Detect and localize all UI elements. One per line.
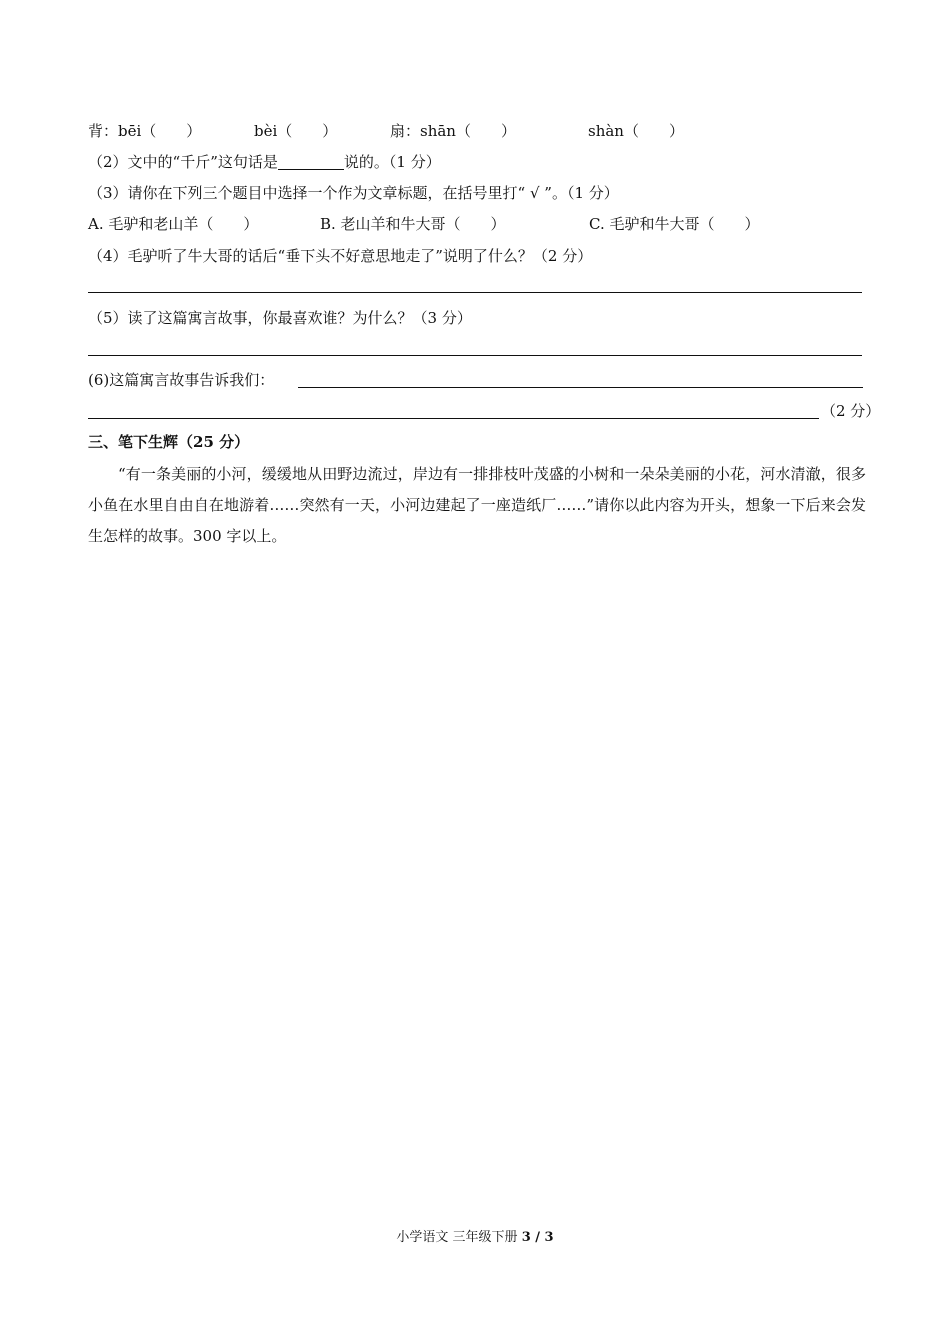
- question-5-answer-line[interactable]: [88, 355, 862, 356]
- pinyin-item-shan4: shàn（ ）: [588, 122, 684, 140]
- question-2-suffix: 说的。（1 分）: [343, 153, 441, 171]
- question-6-answer-line-1[interactable]: [298, 387, 863, 388]
- pinyin-row: [88, 121, 868, 141]
- question-3-options: [88, 214, 868, 234]
- option-b[interactable]: B. 老山羊和牛大哥（ ）: [320, 215, 506, 233]
- question-2-blank[interactable]: [278, 155, 344, 170]
- option-a[interactable]: A. 毛驴和老山羊（ ）: [88, 215, 259, 233]
- question-6-answer-line-2[interactable]: [88, 418, 819, 419]
- question-4-answer-line[interactable]: [88, 292, 862, 293]
- page-number: 3 / 3: [521, 1230, 554, 1245]
- pinyin-item-bei4: bèi（ ）: [254, 122, 338, 140]
- question-4: （4）毛驴听了牛大哥的话后“垂下头不好意思地走了”说明了什么？（2 分）: [88, 247, 593, 265]
- pinyin-item-bei1: 背：bēi（ ）: [88, 122, 202, 140]
- question-6: (6)这篇寓言故事告诉我们：: [88, 371, 275, 389]
- page-footer: [0, 1226, 950, 1245]
- section-3-heading: 三、笔下生辉（25 分）: [88, 433, 250, 451]
- question-2: [88, 152, 441, 172]
- question-6-score: （2 分）: [821, 402, 881, 420]
- pinyin-item-shan1: 扇：shān（ ）: [390, 122, 516, 140]
- section-3-prompt: “有一条美丽的小河，缓缓地从田野边流过，岸边有一排排枝叶茂盛的小树和一朵朵美丽的小花，河水清澈，很多小鱼在水里自由自在地游着……突然有一天，小河边建起了一座造纸厂……”请你以此内容为开头，想象一下后来会发生怎样的故事。300 字以上。: [88, 465, 866, 545]
- question-5: （5）读了这篇寓言故事，你最喜欢谁？为什么？（3 分）: [88, 309, 472, 327]
- question-3: （3）请你在下列三个题目中选择一个作为文章标题，在括号里打“ √ ”。（1 分）: [88, 184, 619, 202]
- footer-subject: 小学语文 三年级下册: [396, 1230, 518, 1245]
- question-2-prefix: （2）文中的“千斤”这句话是: [88, 153, 278, 171]
- option-c[interactable]: C. 毛驴和牛大哥（ ）: [589, 215, 760, 233]
